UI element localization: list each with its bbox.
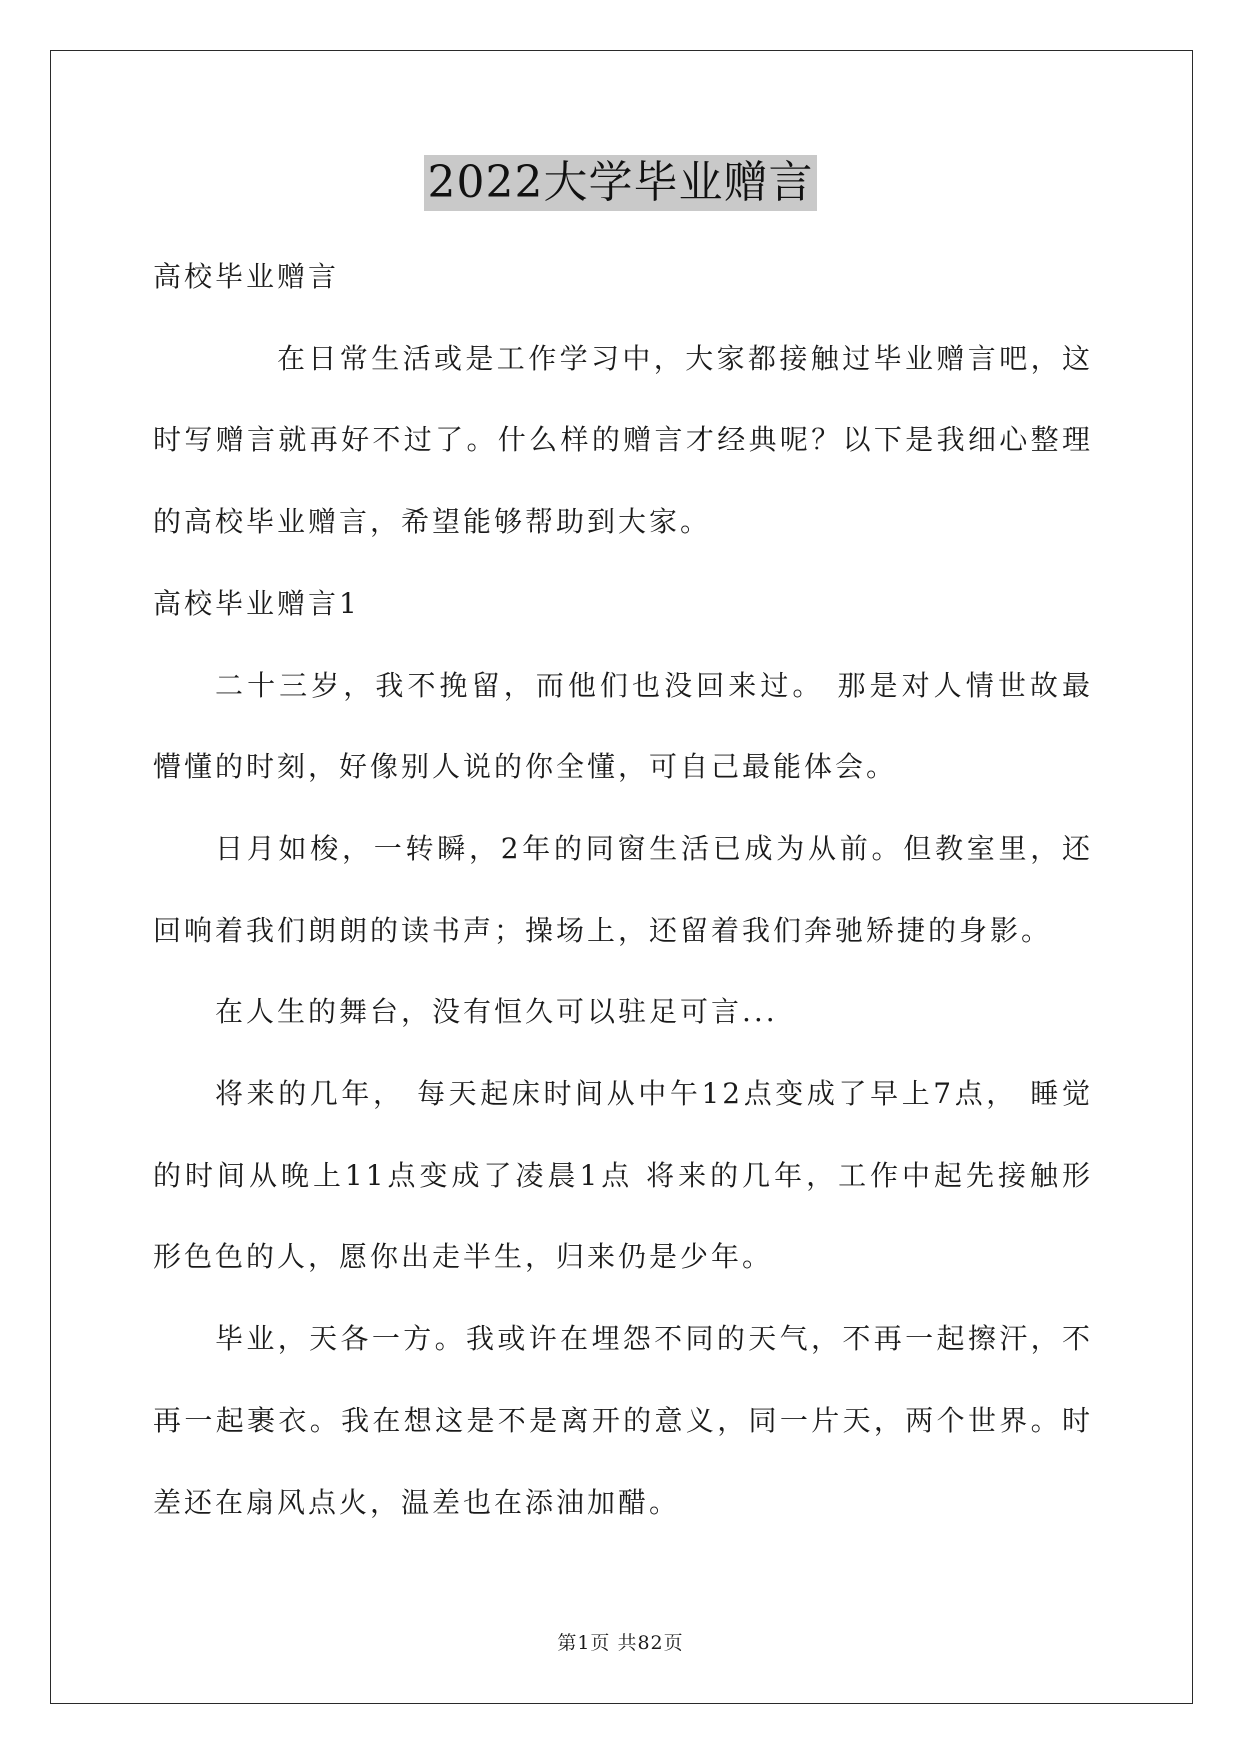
intro-paragraph: 在日常生活或是工作学习中，大家都接触过毕业赠言吧，这时写赠言就再好不过了。什么样的赠言才经典呢？以下是我细心整理的高校毕业赠言，希望能够帮助到大家。 [153,341,1093,539]
body-paragraph: 在人生的舞台，没有恒久可以驻足可言... [215,995,778,1029]
page-footer: 第1页 共82页 [557,1632,684,1654]
section-heading-1: 高校毕业赠言1 [153,586,360,620]
section-heading: 高校毕业赠言 [153,260,340,293]
body-paragraph: 日月如梭，一转瞬，2年的同窗生活已成为从前。但教室里，还回响着我们朗朗的读书声；操场上，还留着我们奔驰矫捷的身影。 [153,831,1093,947]
body-paragraph: 毕业，天各一方。我或许在埋怨不同的天气，不再一起擦汗，不再一起裹衣。我在想这是不是离开的意义，同一片天，两个世界。时差还在扇风点火，温差也在添油加醋。 [153,1322,1093,1519]
document-body [153,236,1093,1543]
title-container [0,155,1241,211]
document-title: 2022大学毕业赠言 [424,155,818,211]
body-paragraph: 将来的几年， 每天起床时间从中午12点变成了早上7点， 睡觉的时间从晚上11点变成了凌晨1点 将来的几年，工作中起先接触形形色色的人，愿你出走半生，归来仍是少年。 [153,1077,1093,1274]
body-paragraph: 二十三岁，我不挽留，而他们也没回来过。 那是对人情世故最懵懂的时刻，好像别人说的你全懂，可自己最能体会。 [153,668,1093,784]
